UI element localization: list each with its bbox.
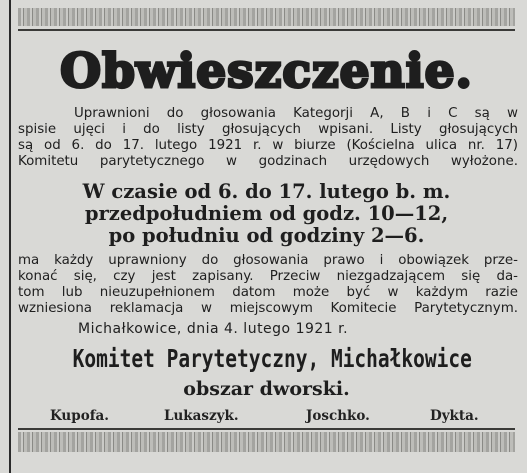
top-ornament-band (18, 8, 515, 26)
paragraph-2-line: wzniesiona reklamacja w miejscowym Komitecie Parytetycznym. (18, 301, 518, 316)
signature: Joschko. (306, 408, 370, 424)
top-rule (18, 29, 515, 31)
paragraph-2-line: konać się, czy jest zapisany. Przeciw niezgadzającem się da- (18, 269, 518, 284)
column-divider (9, 0, 11, 473)
paragraph-1-line: spisie ujęci i do listy głosujących wpisani. Listy głosujących (18, 122, 518, 137)
emphasis-line: W czasie od 6. do 17. lutego b. m. (82, 180, 451, 203)
notice-paragraph-1 (18, 106, 518, 170)
bottom-rule (18, 428, 515, 430)
emphasis-line: przedpołudniem od godz. 10—12, (84, 202, 449, 225)
paragraph-2-line: ma każdy uprawniony do głosowania prawo i obowiązek prze- (18, 253, 518, 268)
signatures (0, 408, 527, 426)
area-subtitle: obszar dworski. (183, 378, 350, 400)
bottom-ornament-band (18, 432, 515, 452)
signature: Lukaszyk. (164, 408, 239, 424)
emphasis-line: po południu od godziny 2—6. (108, 224, 425, 247)
notice-title: Obwieszczenie. (60, 44, 473, 99)
paragraph-1-line: Uprawnioni do głosowania Kategorji A, B i C są w (74, 106, 518, 121)
paragraph-1-line: są od 6. do 17. lutego 1921 r. w biurze (Kościelna ulica nr. 17) (18, 138, 518, 153)
committee-name: Komitet Parytetyczny, Michałkowice (72, 344, 472, 373)
paragraph-1-line: Komitetu parytetycznego w godzinach urzędowych wyłożone. (18, 154, 518, 169)
notice-paragraph-2 (18, 253, 518, 317)
signature: Dykta. (430, 408, 479, 424)
paragraph-2-line: tom lub nieuzupełnionem datom może być w każdym razie (18, 285, 518, 300)
signature: Kupofa. (50, 408, 109, 424)
dateline: Michałkowice, dnia 4. lutego 1921 r. (78, 321, 349, 337)
